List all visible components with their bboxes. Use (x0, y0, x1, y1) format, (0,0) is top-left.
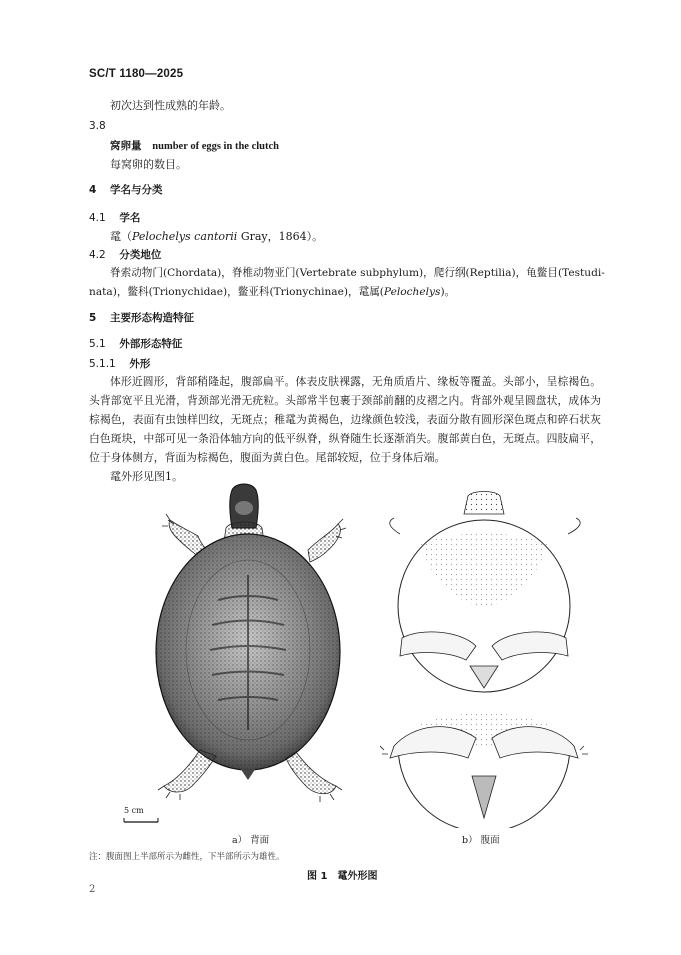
section-5-1-number: 5.1 (89, 338, 106, 350)
appearance-paragraph (89, 372, 601, 467)
hind-right-flipper (286, 752, 336, 794)
section-5-heading (89, 310, 194, 325)
section-5-1-1-heading (89, 356, 150, 371)
taxonomy-line-2 (89, 283, 455, 302)
term-cn: 窝卵量 (110, 140, 142, 152)
section-4-1-heading (89, 210, 140, 225)
section-4-number: 4 (89, 184, 97, 196)
appearance-text: 体形近圆形，背部稍隆起，腹部扁平。体表皮肤裸露，无角质盾片、缘板等覆盖。头部小，呈棕褐色。头背部宽平且光滑，背颈部光滑无疣粒。头部常半包裹于颈部前翻的皮褶之内。背部外观呈圆盘状，成体为棕褐色，表面有虫蚀样凹纹，无斑点；稚鼋为黄褐色，边缘颜色较浅，表面分散有圆形深色斑点和碎石状灰白色斑块，中部可见一条沿体轴方向的低平纵脊，纵脊随生长逐渐消失。腹部黄白色，无斑点。四肢扁平，位于身体侧方，背面为棕褐色，腹面为黄白色。尾部较短，位于身体后端。 (89, 375, 601, 464)
taxonomy-genus: Pelochelys (383, 286, 441, 298)
standard-code: SC/T 1180—2025 (89, 68, 184, 80)
taxonomy-line-2-a: nata)，鳖科(Trionychidae)，鳖亚科(Trionychinae)，鼋属( (89, 286, 384, 298)
continuation-text: 初次达到性成熟的年龄。 (110, 99, 231, 112)
section-4-2-heading (89, 247, 161, 262)
figure-title: 图 1 鼋外形图 (307, 871, 378, 882)
section-4-heading (89, 182, 162, 197)
name-latin: Pelochelys cantorii (132, 230, 238, 243)
section-5-1-1-title: 外形 (129, 358, 151, 370)
section-3-8-term (110, 138, 279, 153)
tail (240, 768, 256, 780)
scientific-name (110, 227, 323, 246)
front-right-flipper (308, 524, 340, 562)
caption-a: a） 背面 (232, 835, 270, 846)
term-definition: 每窝卵的数目。 (110, 158, 187, 171)
section-5-title: 主要形态构造特征 (109, 312, 194, 324)
scale-label: 5 cm (124, 806, 144, 815)
section-3-8-number: 3.8 (89, 120, 106, 132)
section-4-2-number: 4.2 (89, 249, 106, 261)
section-5-1-1-number: 5.1.1 (89, 358, 116, 370)
taxonomy-line-1: 脊索动物门(Chordata)，脊椎动物亚门(Vertebrate subphylum)，爬行纲(Reptilia)，龟鳖目(Testudi- (110, 267, 605, 279)
ventral-female-head (464, 492, 504, 515)
figure-note: 注：腹面图上半部所示为雌性，下半部所示为雄性。 (89, 852, 285, 862)
caption-b: b） 腹面 (462, 835, 500, 846)
section-4-1-title: 学名 (119, 212, 141, 224)
page-number: 2 (89, 884, 96, 895)
dorsal-view-illustration (140, 480, 370, 825)
taxonomy-line-2-b: )。 (440, 286, 456, 298)
name-cn: 鼋（ (110, 230, 132, 243)
name-author: Gray，1864）。 (237, 230, 324, 243)
section-5-number: 5 (89, 312, 97, 324)
term-en: number of eggs in the clutch (152, 141, 279, 152)
ventral-view-illustration (380, 488, 590, 828)
section-5-1-heading (89, 336, 182, 351)
section-4-1-number: 4.1 (89, 212, 106, 224)
section-5-1-title: 外部形态特征 (119, 338, 183, 350)
section-4-2-title: 分类地位 (119, 249, 162, 261)
hind-left-flipper (164, 750, 216, 792)
section-4-title: 学名与分类 (109, 184, 163, 196)
figure-reference: 鼋外形见图1。 (110, 470, 183, 483)
